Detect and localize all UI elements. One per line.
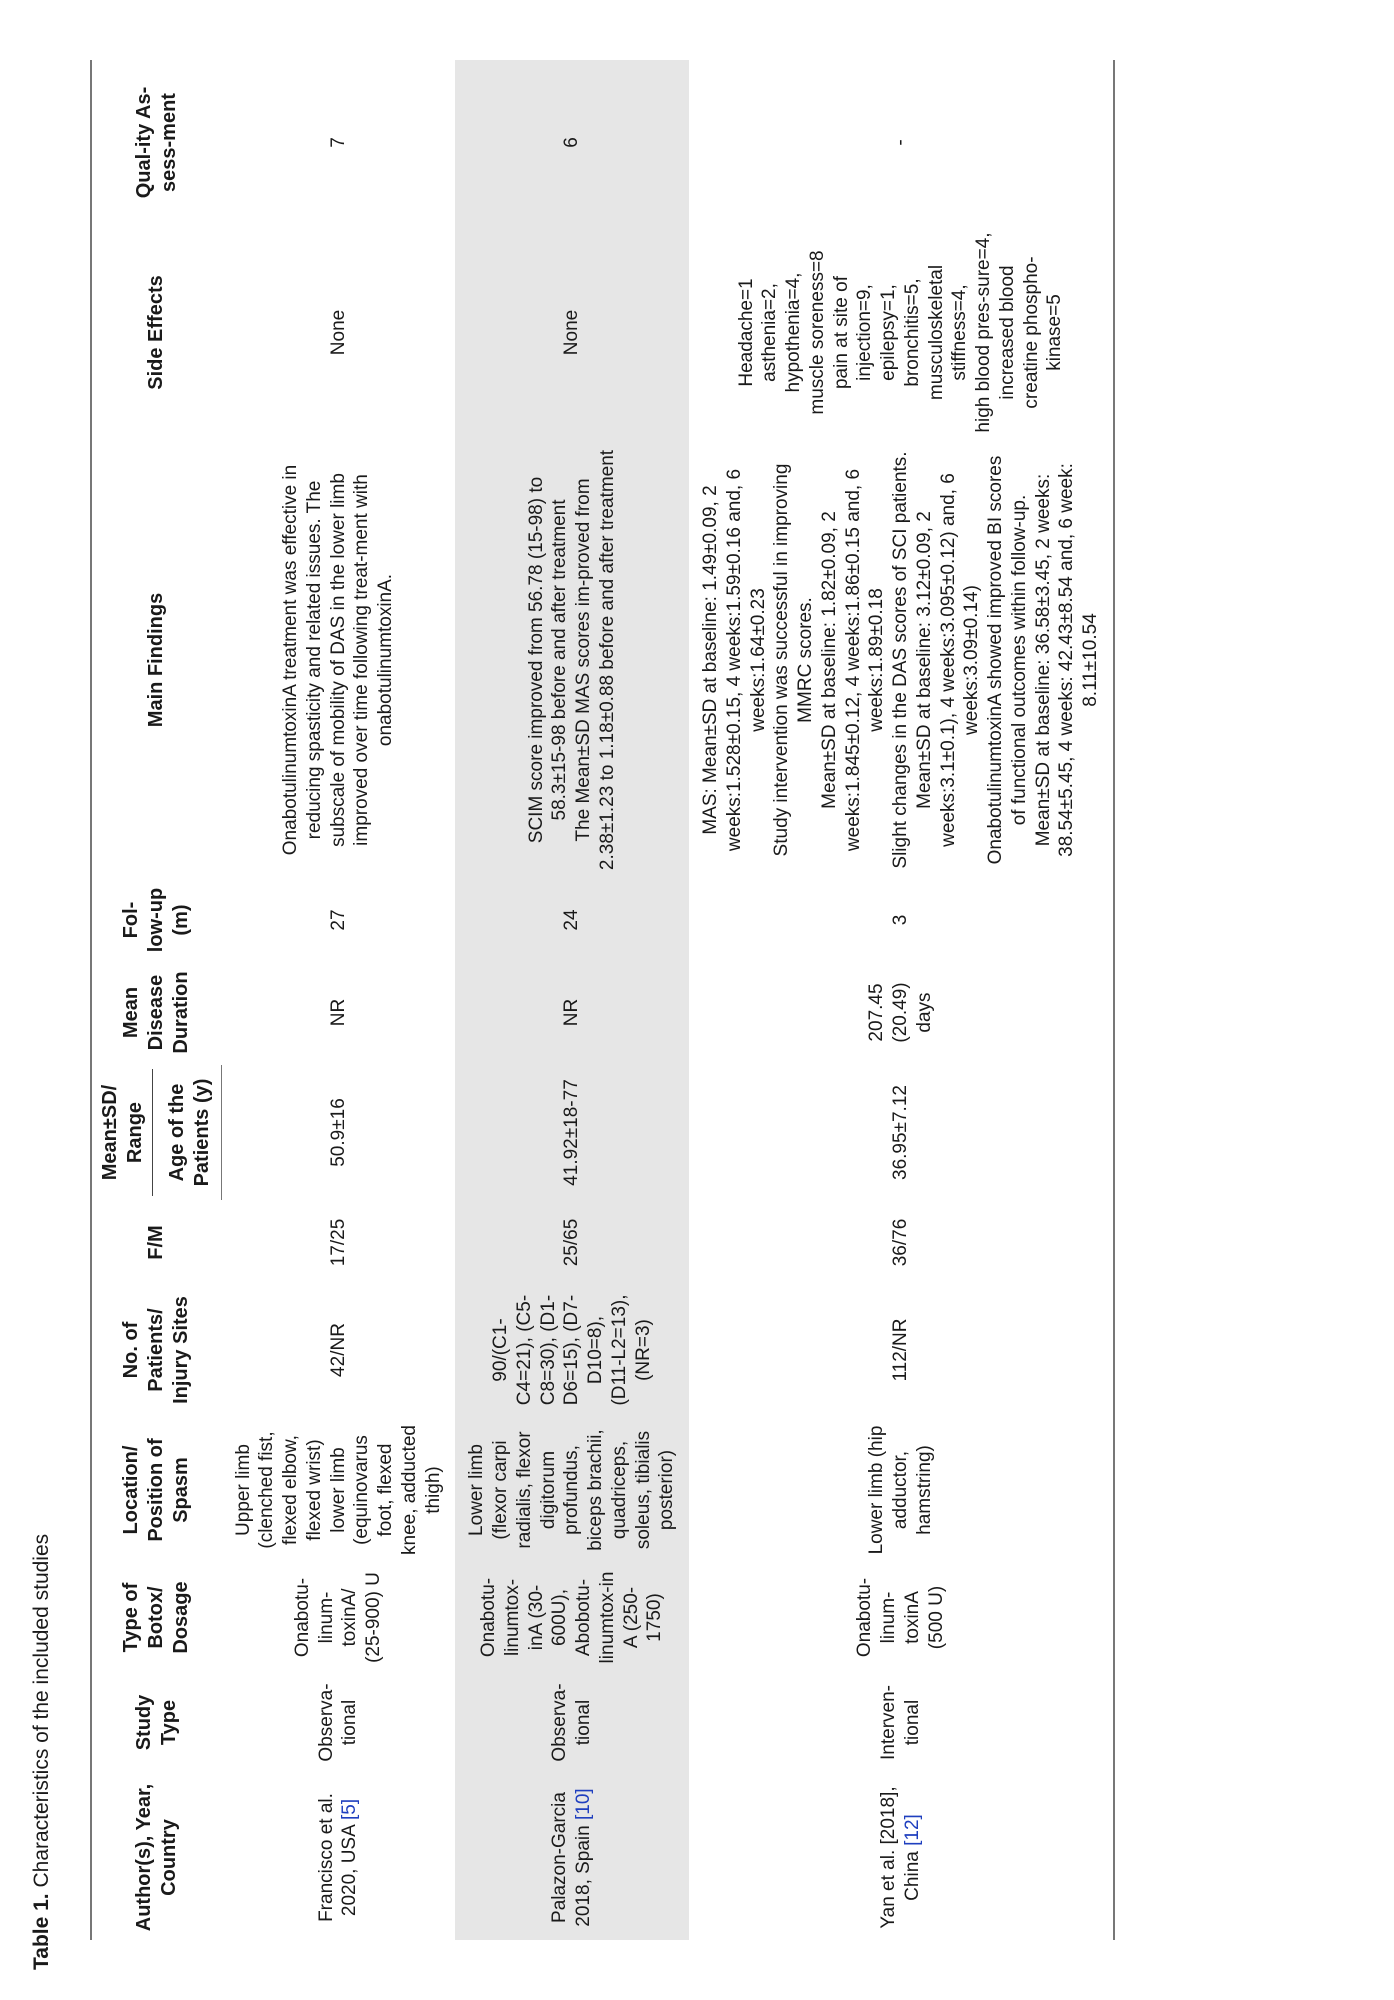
header-quality: Qual-ity As-sess-ment: [91, 60, 222, 225]
cell-study-type: Interven-tional: [689, 1670, 1114, 1775]
cell-followup: 3: [689, 880, 1114, 960]
header-mean-group: [91, 1065, 159, 1200]
cell-followup: 24: [455, 880, 689, 960]
cell-age: 36.95±7.12: [689, 1065, 1114, 1200]
cell-age: 41.92±18-77: [455, 1065, 689, 1200]
cell-side-effects: None: [455, 225, 689, 440]
cell-author: Yan et al. [2018], China [12]: [689, 1775, 1114, 1940]
cell-botox: Onabotu-linum-toxinA/ (25-900) U: [291, 1572, 385, 1663]
cell-age: 50.9±16: [327, 1098, 349, 1167]
table-row: [455, 60, 689, 1940]
cell-patients: 112/NR: [689, 1285, 1114, 1415]
header-location: Location/ Position of Spasm: [91, 1415, 222, 1565]
cell-study-type: Observa-tional: [315, 1683, 361, 1762]
cell-side-effects: Headache=1 asthenia=2, hypothenia=4, muscle soreness=8 pain at site of injection=9, epilepsy=1, bronchitis=5, musculoskeletal stiffness=4, high blood pres-sure=4, increased blood creatine phospho-kinase=5: [689, 225, 1114, 440]
table-caption-label: Table 1.: [30, 1893, 53, 1970]
cell-patients: 90/(C1-C4=21), (C5-C8=30), (D1-D6=15), (D7-D10=8), (D11-L2=13), (NR=3): [455, 1285, 689, 1415]
header-fm: F/M: [91, 1200, 222, 1285]
reference-link[interactable]: [10]: [573, 1788, 595, 1820]
header-mean-group-label: Mean±SD/ Range: [98, 1069, 153, 1196]
reference-link[interactable]: [12]: [901, 1814, 923, 1846]
header-study-type: Study Type: [91, 1670, 222, 1775]
cell-botox: Onabotu-linum-toxinA (500 U): [689, 1565, 1114, 1670]
cell-location: Lower limb (hip adductor, hamstring): [689, 1415, 1114, 1565]
cell-author: Francisco et al. 2020, USA [5]: [315, 1793, 361, 1922]
table-row: [222, 60, 456, 1940]
reference-link[interactable]: [5]: [339, 1798, 361, 1820]
cell-fm: 25/65: [455, 1200, 689, 1285]
cell-duration: NR: [327, 998, 349, 1027]
header-patients: No. of Patients/ Injury Sites: [91, 1285, 222, 1415]
cell-botox: Onabotu-linumtox-inA (30-600U), Abobotu-linumtox-in A (250-1750): [455, 1565, 689, 1670]
cell-findings: MAS: Mean±SD at baseline: 1.49±0.09, 2 weeks:1.528±0.15, 4 weeks:1.59±0.16 and, 6 weeks:1.64±0.23 Study intervention was successful in improving MMRC scores. Mean±SD at baseline: 1.82±0.09, 2 weeks:1.845±0.12, 4 weeks:1.86±0.15 and, 6 weeks:1.89±0.18 Slight changes in the DAS scores of SCI patients. Mean±SD at baseline: 3.12±0.09, 2 weeks:3.1±0.1), 4 weeks:3.095±0.12) and, 6 weeks:3.09±0.14) OnabotulinumtoxinA showed improved BI scores of functional outcomes within follow-up. Mean±SD at baseline: 36.58±3.45, 2 weeks: 38.54±5.45, 4 weeks: 42.43±8.54 and, 6 week: 8.11±10.54: [689, 440, 1114, 880]
header-duration: Mean Disease Duration: [91, 960, 222, 1065]
cell-duration: 207.45 (20.49) days: [689, 960, 1114, 1065]
cell-fm: 36/76: [689, 1200, 1114, 1285]
header-botox: Type of Botox/ Dosage: [91, 1565, 222, 1670]
header-findings: Main Findings: [91, 440, 222, 880]
cell-findings: OnabotulinumtoxinA treatment was effective in reducing spasticity and related issues. The subscale of mobility of DAS in the lower limb improved over time following treat-ment with onabotulinumtoxinA.: [280, 464, 396, 856]
table-caption: [30, 1534, 54, 1970]
table-row: [689, 60, 1114, 1940]
cell-followup: 27: [327, 909, 349, 931]
cell-side-effects: None: [327, 309, 349, 356]
cell-duration: NR: [455, 960, 689, 1065]
cell-findings: SCIM score improved from 56.78 (15-98) to 58.3±15-98 before and after treatment The Mean±SD MAS scores im-proved from 2.38±1.23 to 1.18±0.88 before and after treatment: [455, 440, 689, 880]
cell-fm: 17/25: [327, 1218, 349, 1267]
cell-quality: 6: [455, 60, 689, 225]
cell-patients: 42/NR: [327, 1323, 349, 1377]
table-caption-text: Characteristics of the included studies: [30, 1533, 53, 1894]
header-author: Author(s), Year, Country: [91, 1775, 222, 1940]
header-side-effects: Side Effects: [91, 225, 222, 440]
cell-study-type: Observa-tional: [455, 1670, 689, 1775]
header-followup: Fol-low-up (m): [91, 880, 222, 960]
cell-quality: 7: [327, 137, 349, 148]
cell-quality: -: [689, 60, 1114, 225]
cell-location: Lower limb (flexor carpi radialis, flexor digitorum profundus, biceps brachii, quadriceps, soleus, tibialis posterior): [455, 1415, 689, 1565]
header-age: Age of the Patients (y): [159, 1065, 222, 1200]
characteristics-table: [90, 60, 1115, 1940]
cell-author: Palazon-Garcia 2018, Spain [10]: [455, 1775, 689, 1940]
cell-location: Upper limb (clenched fist, flexed elbow, flexed wrist) lower limb (equinovarus foot, flexed knee, adducted thigh): [232, 1425, 444, 1555]
